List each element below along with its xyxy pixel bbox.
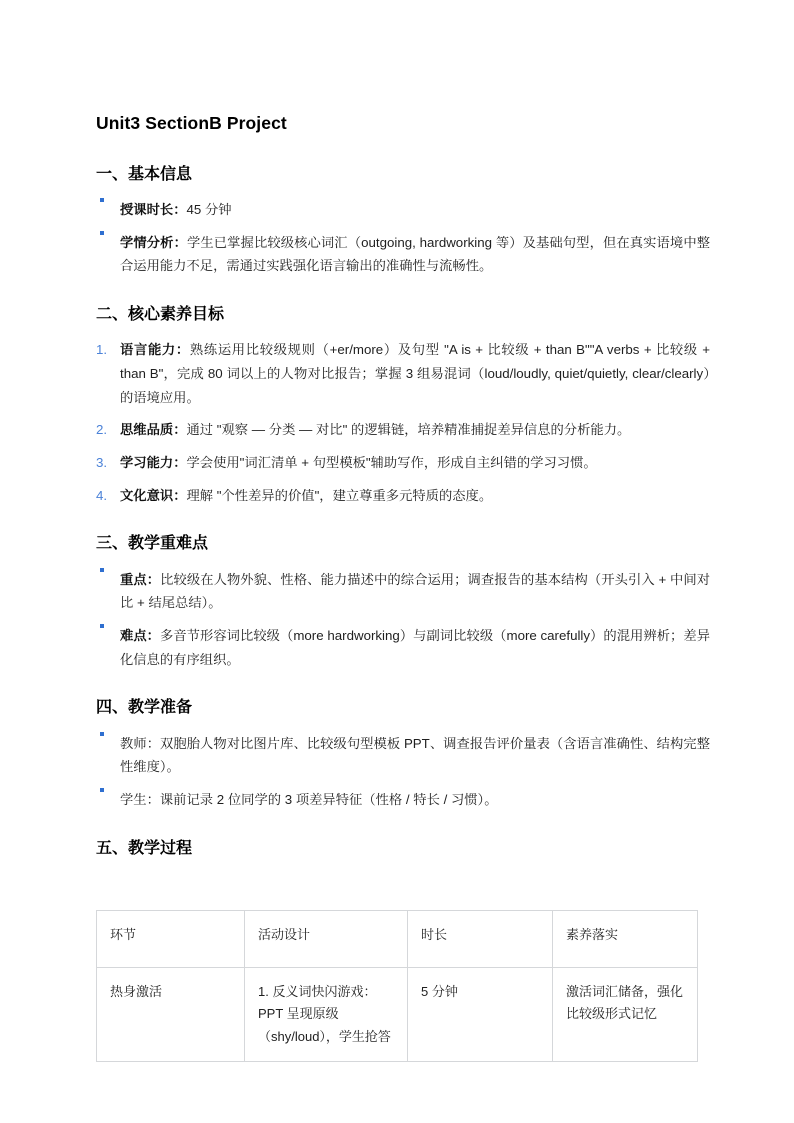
list-item-separator: ： (146, 792, 160, 808)
page-title: Unit3 SectionB Project (96, 113, 287, 133)
list-item-text: 学生已掌握比较级核心词汇（outgoing, hardworking 等）及基础句型，但在真实语境中整合运用能力不足，需通过实践强化语言输出的准确性与流畅性。 (120, 234, 711, 274)
bullet-icon (100, 788, 104, 792)
key-points-list (96, 568, 710, 672)
list-item (96, 568, 710, 615)
list-item (96, 198, 710, 222)
list-item-label: 教师 (120, 735, 147, 751)
list-number: 2. (96, 422, 108, 438)
column-header-activity: 活动设计 (245, 911, 408, 968)
list-number: 4. (96, 487, 108, 503)
list-number: 1. (96, 342, 108, 358)
list-item-separator: ： (146, 571, 161, 587)
list-item-text: 比较级在人物外貌、性格、能力描述中的综合运用；调查报告的基本结构（开头引入 + 中间对比 + 结尾总结）。 (120, 571, 711, 611)
section-heading-preparation: 四、教学准备 (96, 699, 193, 717)
list-item-separator: ： (173, 455, 187, 470)
column-header-literacy: 素养落实 (553, 911, 698, 968)
list-item-label: 授课时长 (120, 202, 174, 218)
list-item-label: 学习能力 (120, 455, 174, 470)
list-item (96, 231, 710, 278)
bullet-icon (100, 568, 104, 572)
list-item-separator: ： (173, 202, 187, 218)
list-item (96, 338, 710, 409)
table-header-row (97, 911, 698, 968)
list-item-separator: ： (173, 234, 187, 250)
basic-info-list (96, 198, 710, 278)
column-header-stage: 环节 (97, 911, 245, 968)
list-item (96, 484, 710, 508)
process-table-wrapper (96, 910, 710, 1062)
list-item-text: 双胞胎人物对比图片库、比较级句型模板 PPT、调查报告评价量表（含语言准确性、结构完整性维度）。 (120, 735, 710, 775)
list-item-label: 思维品质 (120, 422, 174, 438)
table-body (97, 968, 698, 1062)
section-heading-process: 五、教学过程 (96, 839, 193, 857)
bullet-icon (100, 198, 104, 202)
list-item-text: 通过 "观察 — 分类 — 对比" 的逻辑链，培养精准捕捉差异信息的分析能力。 (186, 422, 631, 438)
bullet-icon (100, 732, 104, 736)
table-row (97, 968, 698, 1062)
list-item-text: 45 分钟 (186, 202, 232, 218)
cell-duration: 5 分钟 (408, 968, 553, 1062)
list-item (96, 732, 710, 779)
bullet-icon (100, 624, 104, 628)
cell-stage: 热身激活 (97, 968, 245, 1062)
list-item-label: 重点 (120, 571, 147, 587)
section-heading-key-points: 三、教学重难点 (96, 535, 209, 553)
list-item (96, 624, 710, 671)
list-item-separator: ： (173, 422, 187, 438)
list-item (96, 451, 710, 475)
list-item-text: 多音节形容词比较级（more hardworking）与副词比较级（more carefully）的混用辨析；差异化信息的有序组织。 (120, 628, 711, 667)
list-item-text: 理解 "个性差异的价值"，建立尊重多元特质的态度。 (186, 487, 493, 503)
section-heading-core-literacy: 二、核心素养目标 (96, 305, 225, 323)
cell-literacy: 激活词汇储备，强化比较级形式记忆 (553, 968, 698, 1062)
list-item-label: 语言能力 (120, 342, 176, 358)
list-item (96, 418, 710, 442)
section-heading-basic-info: 一、基本信息 (96, 165, 193, 183)
core-literacy-list (96, 338, 710, 507)
list-item-label: 难点 (120, 628, 147, 644)
table-header (97, 911, 698, 968)
teaching-process-table (96, 910, 698, 1062)
list-item-label: 学情分析 (120, 234, 174, 250)
list-item-separator: ： (173, 487, 187, 503)
bullet-icon (100, 231, 104, 235)
list-item-label: 学生 (120, 792, 147, 808)
column-header-duration: 时长 (408, 911, 553, 968)
list-item-label: 文化意识 (120, 487, 174, 503)
list-item-separator: ： (146, 735, 161, 751)
cell-activity: 1. 反义词快闪游戏：PPT 呈现原级（shy/loud），学生抢答 (245, 968, 408, 1062)
list-item-separator: ： (175, 342, 190, 358)
list-item-text: 熟练运用比较级规则（+er/more）及句型 "A is + 比较级 + than B""A verbs + 比较级 + than B"，完成 80 词以上的人物对比报告；掌握 3 组易混词（loud/loudly, quiet/quietly, clear/clearly）的语境应用。 (120, 342, 711, 405)
list-item (96, 788, 710, 812)
list-item-text: 学会使用"词汇清单 + 句型模板"辅助写作，形成自主纠错的学习习惯。 (186, 455, 597, 470)
preparation-list (96, 732, 710, 812)
list-item-separator: ： (146, 628, 161, 644)
list-number: 3. (96, 455, 108, 470)
list-item-text: 课前记录 2 位同学的 3 项差异特征（性格 / 特长 / 习惯）。 (159, 792, 498, 808)
